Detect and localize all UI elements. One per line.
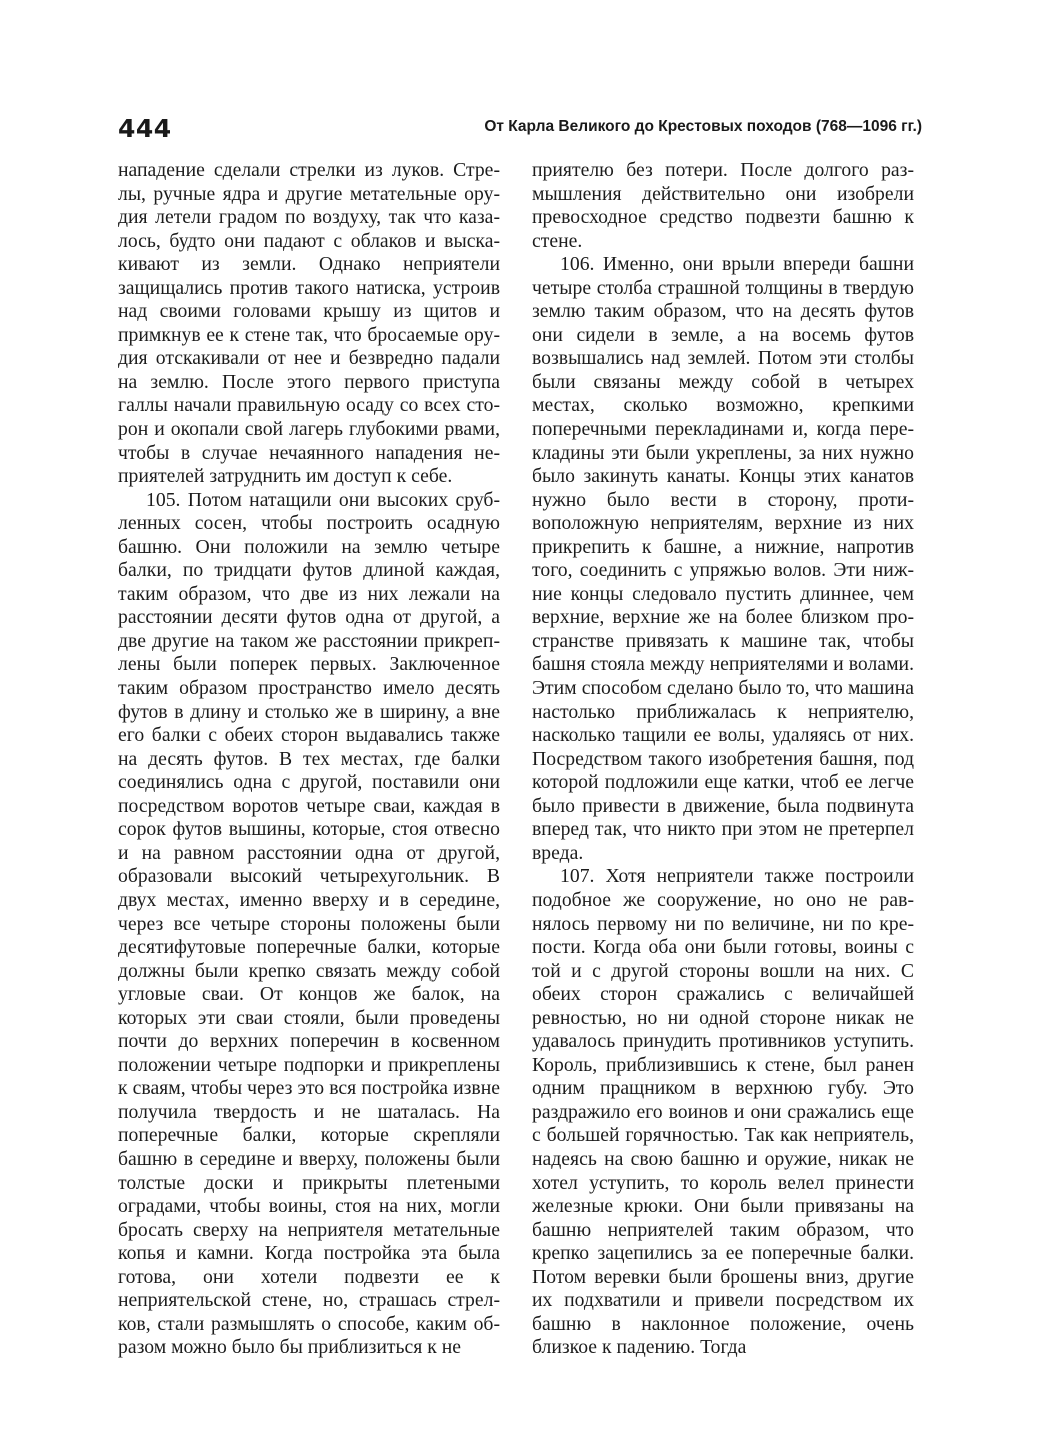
paragraph: 106. Именно, они врыли впереди башни четыре столба страшной толщины в твердую землю таким образом, что на десять футов они сидели в земле, а на восемь футов возвышались над землей. Потом эти столбы были связаны между собой в четырех местах, сколько возможно, крепкими поперечными перекладинами и, когда перекладины эти были укреплены, за них нужно было закинуть канаты. Концы этих канатов нужно было вести в сторону, противоположную неприятелям, верхние из них прикрепить к башне, а нижние, напротив того, соединить с упряжью волов. Эти нижние концы следовало пустить длиннее, чем верхние, верхние же на более близком пространстве привязать к машине так, чтобы башня стояла между неприятелями и волами. Этим способом сделано было то, что машина настолько приближалась к неприятелю, насколько тащили ее волы, удаляясь от них. Посредством такого изобретения башня, под которой подложили еще катки, чтоб ее легче было привести в движение, была подвинута вперед так, что никто при этом не претерпел вреда. xyxy=(532,253,914,864)
text-column-left xyxy=(118,159,500,1360)
running-title: От Карла Великого до Крестовых походов (768—1096 гг.) xyxy=(484,118,922,135)
paragraph: 105. Потом натащили они высоких срубленных сосен, чтобы построить осадную башню. Они положили на землю четыре балки, по тридцати футов длиной каждая, таким образом, что две из них лежали на расстоянии десяти футов одна от другой, а две другие на таком же расстоянии прикреплены были поперек первых. Заключенное таким образом пространство имело десять футов в длину и столько же в ширину, а вне его балки с обеих сторон выдавались также на десять футов. В тех местах, где балки соединялись одна с другой, поставили они посредством воротов четыре сваи, каждая в сорок футов вышины, которые, стоя отвесно и на равном расстоянии одна от другой, образовали высокий четырехугольник. В двух местах, именно вверху и в середине, через все четыре стороны положены были десятифутовые поперечные балки, которые должны были крепко связать между собой угловые сваи. От концов же балок, на которых эти сваи стояли, были проведены почти до верхних поперечин в косвенном положении четыре подпорки и прикреплены к сваям, чтобы через это вся постройка извне получила твердость и не шаталась. На поперечные балки, которые скрепляли башню в середине и вверху, положены были толстые доски и прикрыты плетеными оградами, чтобы воины, стоя на них, могли бросать сверху на неприятеля метательные копья и камни. Когда постройка эта была готова, они хотели подвезти ее к неприятельской стене, но, страшась стрелков, стали размышлять о способе, каким образом можно было бы приблизиться к не xyxy=(118,488,500,1359)
text-column-right xyxy=(532,159,914,1360)
page-number: 444 xyxy=(118,114,172,143)
paragraph: приятелю без потери. После долгого размышления действительно они изобрели превосходное средство подвезти башню к стене. xyxy=(532,159,914,252)
paragraph: нападение сделали стрелки из луков. Стрелы, ручные ядра и другие метательные орудия летели градом по воздуху, так что казалось, будто они падают с облаков и выскакивают из земли. Однако неприятели защищались против такого натиска, устроив над своими головами крышу из щитов и примкнув ее к стене так, что бросаемые орудия отскакивали от нее и безвредно падали на землю. После этого первого приступа галлы начали правильную осаду со всех сторон и окопали свой лагерь глубокими рвами, чтобы в случае нечаянного нападения неприятелей затруднить им доступ к себе. xyxy=(118,159,500,488)
paragraph: 107. Хотя неприятели также построили подобное же сооружение, но оно не равнялось первому ни по величине, ни по крепости. Когда оба они были готовы, воины с той и с другой стороны вошли на них. С обеих сторон сражались с величайшей ревностью, но ни одной стороне никак не удавалось принудить противников уступить. Король, приблизившись к стене, был ранен одним пращником в верхнюю губу. Это раздражило его воинов и они сражались еще с большей горячностью. Так как неприятель, надеясь на свою башню и оружие, никак не хотел уступить, то король велел принести железные крюки. Они были привязаны на башню неприятелей таким образом, что крепко зацепились за ее поперечные балки. Потом веревки были брошены вниз, другие их подхватили и привели посредством их башню в наклонное положение, очень близкое к падению. Тогда xyxy=(532,865,914,1359)
